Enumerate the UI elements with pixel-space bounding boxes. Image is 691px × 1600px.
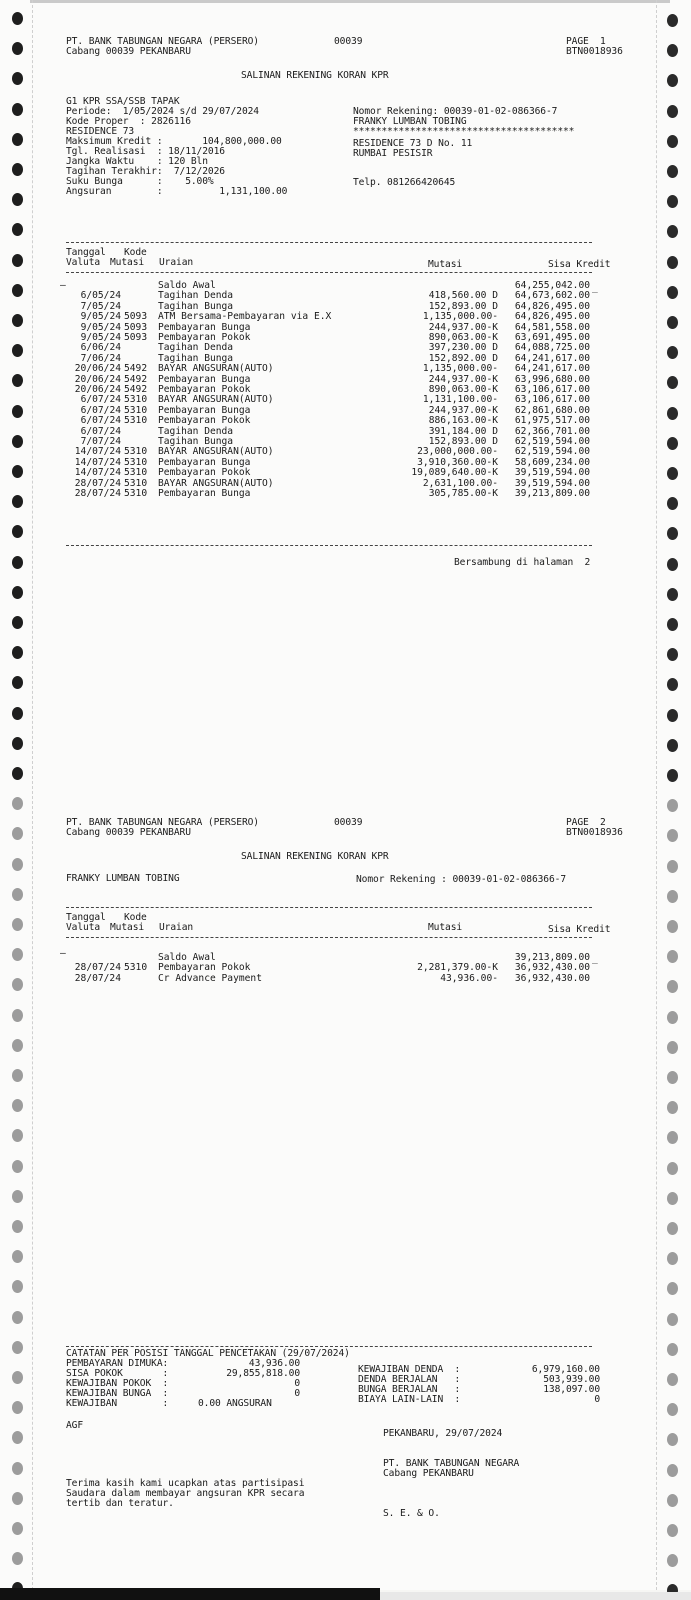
cell-sisa-kredit: 58,609,234.00 [514, 456, 590, 468]
feed-hole-icon [12, 133, 23, 146]
summary-value: 0 [594, 1394, 600, 1405]
col-valuta: Valuta [66, 922, 101, 933]
cell-date: 14/07/24 [74, 467, 121, 479]
feed-hole-icon [12, 1190, 23, 1203]
cell-sisa-kredit: 39,519,594.00 [514, 467, 590, 479]
cell-mutasi: 397,230.00 D [428, 342, 498, 354]
summary-label: PEMBAYARAN DIMUKA: [66, 1358, 169, 1369]
feed-hole-icon [12, 1492, 23, 1505]
summary-label: BIAYA LAIN-LAIN : [358, 1394, 461, 1405]
cell-sisa-kredit: 64,241,617.00 [514, 352, 590, 364]
cell-uraian: Tagihan Denda [158, 342, 234, 354]
cell-uraian: Tagihan Denda [158, 425, 234, 437]
paper-bottom-gap [380, 1592, 691, 1600]
feed-hole-icon [667, 1373, 678, 1386]
divider [66, 937, 592, 938]
feed-hole-icon [12, 1039, 23, 1052]
feed-hole-icon [667, 1041, 678, 1054]
col-mutasi-code: Mutasi [110, 922, 145, 933]
table-row [66, 973, 606, 984]
cell-mutasi: 2,631,100.00- [422, 477, 498, 489]
feed-hole-icon [12, 918, 23, 931]
feed-hole-icon [12, 767, 23, 780]
errors-omissions: S. E. & O. [383, 1508, 440, 1519]
cell-sisa-kredit: 62,366,701.00 [514, 425, 590, 437]
col-mutasi: Mutasi [428, 259, 463, 270]
cell-kode: 5310 [124, 962, 148, 974]
cell-mutasi: 886,163.00-K [428, 415, 498, 427]
cell-mutasi: 418,560.00 D [428, 290, 498, 302]
feed-hole-icon [667, 1192, 678, 1205]
feed-hole-icon [667, 1494, 678, 1507]
thanks-line: tertib dan teratur. [66, 1498, 174, 1509]
info-line: G1 KPR SSA/SSB TAPAK [66, 96, 180, 107]
summary-value: 0 [294, 1378, 300, 1389]
signer-branch: Cabang PEKANBARU [383, 1468, 474, 1479]
cell-kode: 5492 [124, 373, 148, 385]
page-number: PAGE 1 [566, 36, 606, 47]
cell-date: 20/06/24 [74, 373, 121, 385]
cell-kode: 5310 [124, 446, 148, 458]
cell-sisa-kredit: 36,932,430.00 [514, 972, 590, 984]
bank-name: PT. BANK TABUNGAN NEGARA (PERSERO) [66, 36, 259, 47]
cell-sisa-kredit: 64,241,617.00 [514, 363, 590, 375]
cell-kode: 5310 [124, 477, 148, 489]
feed-hole-icon [12, 12, 23, 25]
cell-kode: 5492 [124, 384, 148, 395]
cell-date: 6/05/24 [80, 290, 121, 302]
summary-value: 0 [294, 1388, 300, 1399]
col-mutasi-code: Mutasi [110, 257, 145, 268]
feed-hole-icon [667, 1162, 678, 1175]
cell-uraian: BAYAR ANGSURAN(AUTO) [158, 394, 274, 406]
feed-hole-icon [667, 165, 678, 178]
left-marker: – [60, 948, 66, 959]
continued-note: Bersambung di halaman 2 [454, 557, 591, 568]
left-marker: – [60, 280, 66, 291]
kewajiban-value: 0.00 ANGSURAN [198, 1398, 272, 1409]
thanks-line: Terima kasih kami ucapkan atas partisipasi [66, 1478, 305, 1489]
summary-label: KEWAJIBAN DENDA : [358, 1364, 461, 1375]
feed-hole-icon [667, 1524, 678, 1537]
cell-sisa-kredit: 62,519,594.00 [514, 436, 590, 447]
address-line-1: RESIDENCE 73 D No. 11 [353, 138, 473, 149]
info-line: Kode Proper : 2826116 [66, 116, 191, 127]
cell-uraian: BAYAR ANGSURAN(AUTO) [158, 477, 274, 489]
feed-hole-icon [667, 588, 678, 601]
feed-hole-icon [12, 314, 23, 327]
feed-hole-icon [12, 556, 23, 569]
cell-date: 28/07/24 [74, 477, 121, 489]
info-line: Periode: 1/05/2024 s/d 29/07/2024 [66, 106, 259, 117]
account-number: Nomor Rekening: 00039-01-02-086366-7 [353, 106, 558, 117]
feed-hole-icon [667, 437, 678, 450]
summary-value: 43,936.00 [248, 1358, 300, 1369]
summary-title: CATATAN PER POSISI TANGGAL PENCETAKAN (29/07/2024) [66, 1348, 350, 1359]
info-line: Maksimum Kredit : 104,800,000.00 [66, 136, 282, 147]
feed-hole-icon [12, 1462, 23, 1475]
cell-uraian: BAYAR ANGSURAN(AUTO) [158, 446, 274, 458]
summary-label: KEWAJIBAN POKOK : [66, 1378, 169, 1389]
table-row [66, 488, 606, 499]
cell-uraian: Saldo Awal [158, 280, 216, 291]
feed-hole-icon [12, 405, 23, 418]
feed-hole-icon [12, 1341, 23, 1354]
statement-title: SALINAN REKENING KORAN KPR [241, 70, 389, 81]
info-line: RESIDENCE 73 [66, 126, 135, 137]
cell-uraian: Pembayaran Pokok [158, 384, 251, 395]
cell-date: 9/05/24 [80, 311, 121, 323]
cell-uraian: Tagihan Bunga [158, 436, 234, 447]
cell-uraian: Tagihan Denda [158, 290, 234, 302]
cell-kode: 5310 [124, 404, 148, 416]
feed-hole-icon [667, 14, 678, 27]
cell-date: 6/07/24 [80, 415, 121, 427]
cell-date: 9/05/24 [80, 332, 121, 343]
cell-uraian: Pembayaran Pokok [158, 962, 251, 974]
cell-sisa-kredit: 64,826,495.00 [514, 311, 590, 323]
cell-uraian: Pembayaran Bunga [158, 321, 251, 333]
cell-date: 28/07/24 [74, 488, 121, 499]
feed-hole-icon [667, 135, 678, 148]
right-marker: _ [592, 282, 598, 293]
col-kode: Kode [124, 912, 147, 923]
cell-mutasi: 1,135,000.00- [422, 311, 498, 323]
left-perforation [32, 0, 34, 1590]
cell-kode: 5093 [124, 321, 148, 333]
col-valuta: Valuta [66, 257, 101, 268]
cell-mutasi: 890,063.00-K [428, 384, 498, 395]
cell-mutasi: 1,135,000.00- [422, 363, 498, 375]
feed-hole-icon [667, 467, 678, 480]
address-line-2: RUMBAI PESISIR [353, 148, 433, 159]
cell-mutasi: 23,000,000.00- [417, 446, 498, 458]
feed-hole-icon [667, 1011, 678, 1024]
feed-hole-icon [667, 739, 678, 752]
cell-date: 20/06/24 [74, 363, 121, 375]
feed-hole-icon [12, 586, 23, 599]
feed-hole-icon [12, 1371, 23, 1384]
feed-hole-icon [12, 1311, 23, 1324]
cell-date: 9/05/24 [80, 321, 121, 333]
cell-date: 7/05/24 [80, 300, 121, 312]
cell-date: 28/07/24 [74, 972, 121, 984]
paper-bottom-shadow [0, 1588, 380, 1600]
divider [66, 242, 592, 243]
cell-mutasi: 890,063.00-K [428, 332, 498, 343]
summary-label: KEWAJIBAN BUNGA : [66, 1388, 169, 1399]
feed-hole-icon [12, 707, 23, 720]
cell-uraian: Cr Advance Payment [158, 972, 262, 984]
cell-kode: 5310 [124, 488, 148, 499]
cell-sisa-kredit: 64,088,725.00 [514, 342, 590, 354]
feed-hole-icon [12, 1009, 23, 1022]
cell-sisa-kredit: 62,861,680.00 [514, 404, 590, 416]
document-id: BTN0018936 [566, 46, 623, 57]
star-separator: *************************************** [353, 126, 575, 137]
cell-mutasi: 152,893.00 D [428, 300, 498, 312]
feed-hole-icon [667, 1071, 678, 1084]
cell-sisa-kredit: 36,932,430.00 [514, 962, 590, 974]
feed-hole-icon [667, 709, 678, 722]
feed-hole-icon [12, 435, 23, 448]
feed-hole-icon [12, 465, 23, 478]
feed-hole-icon [12, 1522, 23, 1535]
cell-kode: 5310 [124, 467, 148, 479]
col-kode: Kode [124, 247, 147, 258]
paper-top-edge [30, 0, 670, 3]
cell-sisa-kredit: 61,975,517.00 [514, 415, 590, 427]
cell-kode: 5093 [124, 332, 148, 343]
signer-bank: PT. BANK TABUNGAN NEGARA [383, 1458, 520, 1469]
feed-hole-icon [12, 163, 23, 176]
branch-name: Cabang 00039 PEKANBARU [66, 46, 191, 57]
cell-kode: 5310 [124, 415, 148, 427]
cell-sisa-kredit: 64,581,558.00 [514, 321, 590, 333]
account-number: Nomor Rekening : 00039-01-02-086366-7 [356, 874, 567, 885]
summary-value: 6,979,160.00 [531, 1364, 600, 1375]
cell-sisa-kredit: 64,826,495.00 [514, 300, 590, 312]
info-line: Tagihan Terakhir: 7/12/2026 [66, 166, 225, 177]
feed-hole-icon [667, 1222, 678, 1235]
cell-uraian: Pembayaran Bunga [158, 456, 251, 468]
cell-sisa-kredit: 63,996,680.00 [514, 373, 590, 385]
cell-kode: 5093 [124, 311, 148, 323]
cell-uraian: Pembayaran Pokok [158, 415, 251, 427]
summary-value: 503,939.00 [543, 1374, 600, 1385]
cell-uraian: Pembayaran Pokok [158, 467, 251, 479]
cell-sisa-kredit: 63,106,617.00 [514, 394, 590, 406]
cell-mutasi: 152,893.00 D [428, 436, 498, 447]
feed-hole-icon [667, 860, 678, 873]
feed-hole-icon [12, 103, 23, 116]
feed-hole-icon [667, 890, 678, 903]
place-date: PEKANBARU, 29/07/2024 [383, 1428, 503, 1439]
col-sisa-kredit: Sisa Kredit [548, 259, 611, 270]
feed-hole-icon [667, 256, 678, 269]
summary-value: 29,855,818.00 [226, 1368, 300, 1379]
cell-sisa-kredit: 39,519,594.00 [514, 477, 590, 489]
info-line: Jangka Waktu : 120 Bln [66, 156, 208, 167]
feed-hole-icon [12, 254, 23, 267]
feed-hole-icon [667, 1343, 678, 1356]
col-tanggal: Tanggal [66, 247, 106, 258]
feed-hole-icon [12, 1160, 23, 1173]
cell-date: 28/07/24 [74, 962, 121, 974]
cell-uraian: Saldo Awal [158, 952, 216, 963]
cell-mutasi: 305,785.00-K [428, 488, 498, 499]
branch-code: 00039 [334, 36, 363, 47]
col-tanggal: Tanggal [66, 912, 106, 923]
cell-sisa-kredit: 39,213,809.00 [514, 952, 590, 963]
cell-mutasi: 152,892.00 D [428, 352, 498, 364]
right-perforation [656, 0, 658, 1590]
customer-name: FRANKY LUMBAN TOBING [353, 116, 467, 127]
feed-hole-icon [667, 1464, 678, 1477]
feed-hole-icon [12, 1220, 23, 1233]
feed-hole-icon [667, 769, 678, 782]
cell-uraian: Pembayaran Bunga [158, 488, 251, 499]
divider [66, 907, 592, 908]
info-line: Tgl. Realisasi : 18/11/2016 [66, 146, 225, 157]
cell-mutasi: 391,184.00 D [428, 425, 498, 437]
feed-hole-icon [12, 616, 23, 629]
col-mutasi: Mutasi [428, 922, 463, 933]
feed-hole-icon [667, 407, 678, 420]
cell-kode: 5310 [124, 394, 148, 406]
customer-name: FRANKY LUMBAN TOBING [66, 873, 180, 884]
branch-name: Cabang 00039 PEKANBARU [66, 827, 191, 838]
feed-hole-icon [667, 105, 678, 118]
cell-date: 6/07/24 [80, 425, 121, 437]
cell-uraian: ATM Bersama-Pembayaran via E.X [158, 311, 332, 323]
cell-uraian: Tagihan Bunga [158, 352, 234, 364]
cell-sisa-kredit: 63,691,495.00 [514, 332, 590, 343]
cell-sisa-kredit: 62,519,594.00 [514, 446, 590, 458]
right-marker: _ [592, 953, 598, 964]
summary-value: 138,097.00 [543, 1384, 600, 1395]
feed-hole-icon [12, 858, 23, 871]
cell-date: 20/06/24 [74, 384, 121, 395]
kewajiban-label: KEWAJIBAN : [66, 1398, 169, 1409]
feed-hole-icon [667, 286, 678, 299]
cell-kode: 5492 [124, 363, 148, 375]
info-line: Suku Bunga : 5.00% [66, 176, 214, 187]
cell-uraian: Pembayaran Bunga [158, 404, 251, 416]
document-id: BTN0018936 [566, 827, 623, 838]
cell-date: 7/07/24 [80, 436, 121, 447]
cell-mutasi: 3,910,360.00-K [417, 456, 498, 468]
feed-hole-icon [12, 737, 23, 750]
cell-mutasi: 2,281,379.00-K [417, 962, 498, 974]
cell-uraian: Pembayaran Pokok [158, 332, 251, 343]
bank-name: PT. BANK TABUNGAN NEGARA (PERSERO) [66, 817, 259, 828]
divider [66, 272, 592, 273]
branch-code: 00039 [334, 817, 363, 828]
cell-sisa-kredit: 63,106,617.00 [514, 384, 590, 395]
feed-hole-icon [667, 316, 678, 329]
cell-date: 6/07/24 [80, 394, 121, 406]
cell-sisa-kredit: 64,673,602.00 [514, 290, 590, 302]
statement-title: SALINAN REKENING KORAN KPR [241, 851, 389, 862]
cell-date: 14/07/24 [74, 446, 121, 458]
page-number: PAGE 2 [566, 817, 606, 828]
feed-hole-icon [667, 558, 678, 571]
col-uraian: Uraian [159, 257, 194, 268]
divider [66, 1346, 592, 1347]
feed-hole-icon [12, 1069, 23, 1082]
divider [66, 545, 592, 546]
summary-label: BUNGA BERJALAN : [358, 1384, 461, 1395]
cell-date: 6/06/24 [80, 342, 121, 354]
cell-sisa-kredit: 39,213,809.00 [514, 488, 590, 499]
cell-mutasi: 19,089,640.00-K [411, 467, 498, 479]
feed-hole-icon [667, 920, 678, 933]
operator-code: AGF [66, 1420, 84, 1431]
cell-uraian: Pembayaran Bunga [158, 373, 251, 385]
thanks-line: Saudara dalam membayar angsuran KPR secara [66, 1488, 305, 1499]
feed-hole-icon [667, 1313, 678, 1326]
feed-hole-icon [12, 888, 23, 901]
cell-uraian: BAYAR ANGSURAN(AUTO) [158, 363, 274, 375]
summary-label: SISA POKOK : [66, 1368, 169, 1379]
phone-number: Telp. 081266420645 [353, 177, 456, 188]
cell-sisa-kredit: 64,255,042.00 [514, 280, 590, 291]
cell-uraian: Tagihan Bunga [158, 300, 234, 312]
cell-mutasi: 244,937.00-K [428, 321, 498, 333]
cell-date: 6/07/24 [80, 404, 121, 416]
cell-mutasi: 43,936.00- [440, 972, 498, 984]
cell-mutasi: 1,131,100.00- [422, 394, 498, 406]
col-uraian: Uraian [159, 922, 194, 933]
cell-date: 7/06/24 [80, 352, 121, 364]
cell-mutasi: 244,937.00-K [428, 373, 498, 385]
cell-date: 14/07/24 [74, 456, 121, 468]
cell-mutasi: 244,937.00-K [428, 404, 498, 416]
col-sisa-kredit: Sisa Kredit [548, 924, 611, 935]
feed-hole-icon [667, 618, 678, 631]
cell-kode: 5310 [124, 456, 148, 468]
summary-label: DENDA BERJALAN : [358, 1374, 461, 1385]
info-line: Angsuran : 1,131,100.00 [66, 186, 288, 197]
feed-hole-icon [12, 284, 23, 297]
